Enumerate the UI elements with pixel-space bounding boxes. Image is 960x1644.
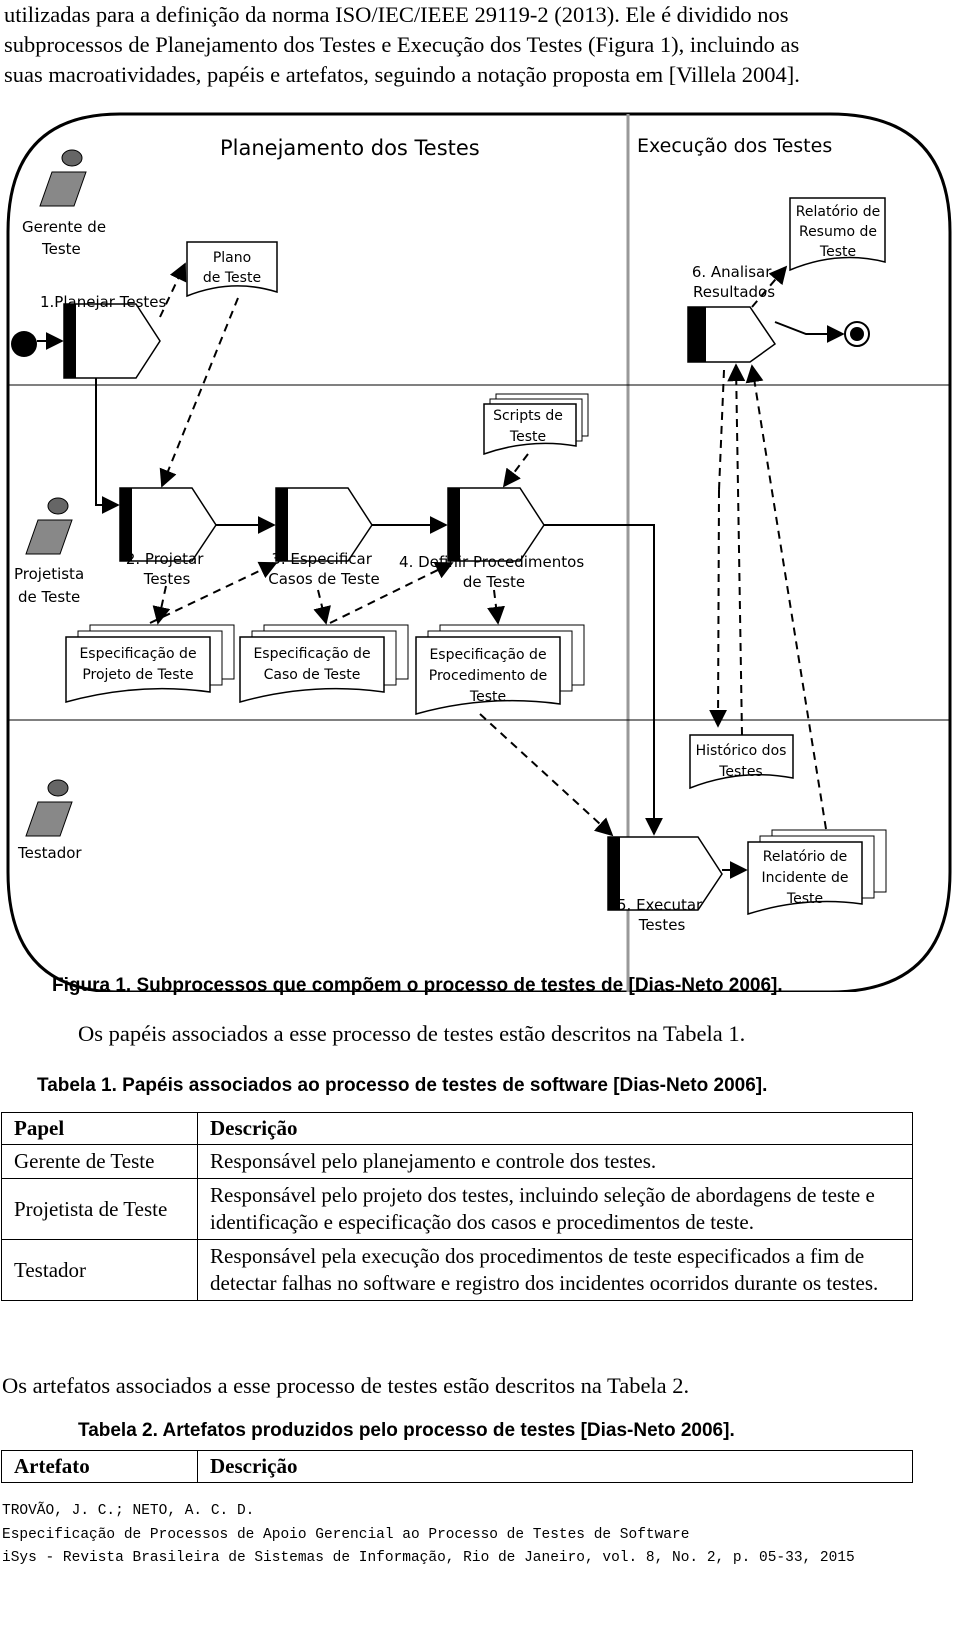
table-header-row [2, 1451, 913, 1483]
role-icon [40, 150, 86, 206]
table-row [2, 1179, 913, 1240]
table-cell: Responsável pelo projeto dos testes, incluindo seleção de abordagens de teste e identificação e especificação dos casos e procedimentos de teste. [198, 1179, 913, 1240]
activity-1 [64, 304, 160, 378]
artifact-plano-de-teste [187, 242, 277, 296]
table-header: Artefato [2, 1451, 198, 1483]
intro-line: subprocessos de Planejamento dos Testes e Execução dos Testes (Figura 1), incluindo as [4, 32, 800, 57]
table-caption: Tabela 1. Papéis associados ao processo de testes de software [Dias-Neto 2006]. [37, 1075, 768, 1096]
artifact-espec-procedimento [416, 625, 584, 714]
activity-label: 2. Projetar Testes [125, 550, 204, 588]
svg-text:Relatório deIncidente deTeste: Relatório de Incidente de Teste [761, 849, 849, 907]
intro-line: suas macroatividades, papéis e artefatos, seguindo a notação proposta em [Villela 2004]. [4, 62, 800, 87]
artifacts-table [1, 1450, 913, 1483]
phase-title-execution: Execução dos Testes [637, 135, 833, 157]
svg-text:Histórico dosTestes: Histórico dos Testes [695, 743, 787, 780]
table-cell: Testador [2, 1240, 198, 1301]
table-cell: Gerente de Teste [2, 1145, 198, 1179]
table-cell: Responsável pela execução dos procedimentos de teste especificados a fim de detectar falhas no software e registro dos incidentes ocorridos durante os testes. [198, 1240, 913, 1301]
activity-label: 3. Especificar Casos de Teste [268, 550, 380, 588]
footer-journal: iSys - Revista Brasileira de Sistemas de Informação, Rio de Janeiro, vol. 8, No. 2, p. 05-33, 2015 [2, 1550, 855, 1566]
footer-title: Especificação de Processos de Apoio Gerencial ao Processo de Testes de Software [2, 1527, 690, 1543]
activity-label: 6. Analisar Resultados [691, 263, 776, 301]
artifact-scripts [484, 394, 588, 454]
phase-title-planning: Planejamento dos Testes [220, 136, 480, 160]
svg-text:Relatório deResumo deTeste: Relatório de Resumo de Teste [795, 204, 881, 260]
roles-table [1, 1112, 913, 1301]
artifact-historico [690, 735, 793, 788]
paragraph: Os papéis associados a esse processo de testes estão descritos na Tabela 1. [78, 1021, 746, 1046]
svg-text:Especificação deProjeto de Tes: Especificação de Projeto de Teste [79, 646, 197, 683]
activity-4 [448, 488, 544, 561]
role-label: Projetista de Teste [14, 565, 85, 606]
svg-text:Planode Teste: Plano de Teste [202, 250, 262, 286]
artifact-relatorio-incidente [748, 830, 886, 914]
role-label: Testador [18, 844, 82, 862]
paragraph: Os artefatos associados a esse processo de testes estão descritos na Tabela 2. [2, 1373, 690, 1398]
activity-6 [688, 307, 775, 362]
svg-text:Especificação deCaso de Teste: Especificação de Caso de Teste [253, 646, 371, 683]
svg-text:Especificação deProcedimento d: Especificação de Procedimento de Teste [428, 647, 548, 705]
artifact-relatorio-resumo [790, 198, 885, 270]
role-label: Gerente de Teste [22, 218, 107, 258]
artifact-espec-caso [240, 625, 408, 702]
artifact-espec-projeto [66, 625, 234, 702]
table-header: Descrição [198, 1113, 913, 1145]
activity-label: 4. Definir Procedimentos de Teste [399, 553, 585, 591]
table-cell: Projetista de Teste [2, 1179, 198, 1240]
activity-label: 1.Planejar Testes [40, 293, 167, 311]
footer-authors: TROVÃO, J. C.; NETO, A. C. D. [2, 1503, 255, 1519]
svg-text:Scripts deTeste: Scripts de Teste [493, 408, 563, 445]
table-row [2, 1240, 913, 1301]
process-diagram [0, 112, 960, 992]
activity-label: 5. Executar Testes [617, 896, 703, 934]
table-header-row [2, 1113, 913, 1145]
intro-paragraph [4, 0, 954, 90]
table-header: Papel [2, 1113, 198, 1145]
table-row [2, 1145, 913, 1179]
table-caption: Tabela 2. Artefatos produzidos pelo processo de testes [Dias-Neto 2006]. [78, 1420, 735, 1441]
role-icon [26, 498, 72, 554]
end-node [845, 322, 869, 346]
figure-caption: Figura 1. Subprocessos que compõem o processo de testes de [Dias-Neto 2006]. [52, 975, 783, 996]
role-icon [26, 780, 72, 836]
table-cell: Responsável pelo planejamento e controle dos testes. [198, 1145, 913, 1179]
intro-line: utilizadas para a definição da norma ISO/IEC/IEEE 29119-2 (2013). Ele é dividido nos [4, 2, 789, 27]
table-header: Descrição [198, 1451, 913, 1483]
start-node [11, 331, 37, 357]
